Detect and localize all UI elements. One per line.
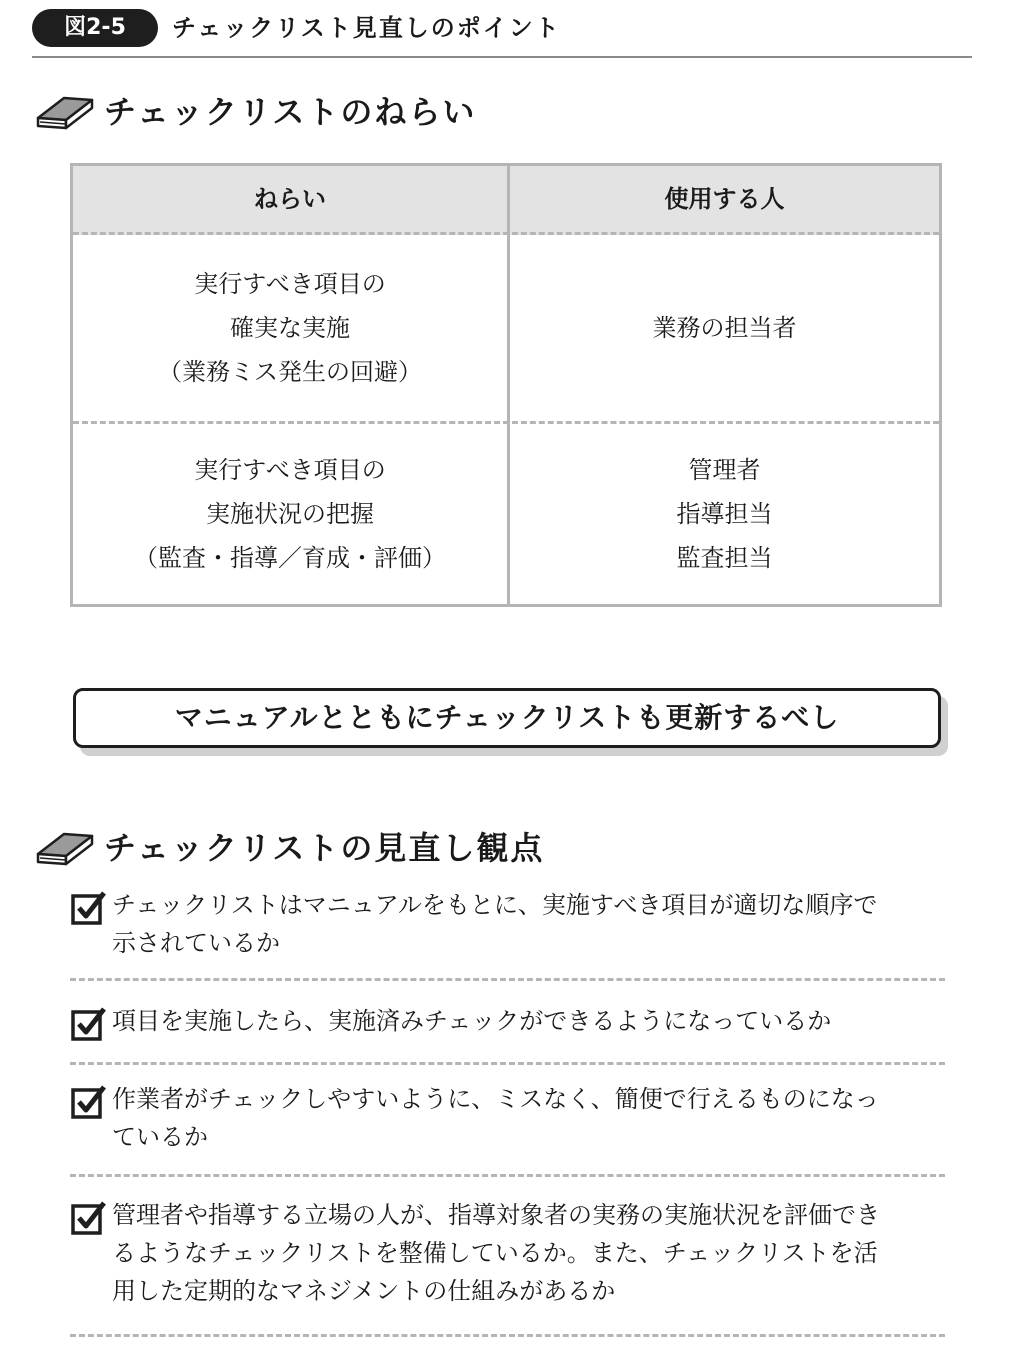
cell-users: [510, 235, 939, 421]
section-title: チェックリストの見直し観点: [104, 829, 545, 867]
text-line: 管理者や指導する立場の人が、指導対象者の実務の実施状況を評価でき: [112, 1201, 880, 1229]
aims-table: [70, 163, 942, 607]
cell-line: 実行すべき項目の: [194, 270, 386, 298]
checkbox-checked-icon: [70, 1006, 106, 1042]
figure-header: [32, 4, 972, 58]
dashed-divider: [70, 1334, 945, 1337]
cell-line: （監査・指導／育成・評価）: [134, 544, 446, 572]
table-row: [73, 235, 939, 424]
cell-aim: [73, 424, 507, 604]
text-line: 用した定期的なマネジメントの仕組みがあるか: [112, 1277, 616, 1305]
text-line: るようなチェックリストを整備しているか。また、チェックリストを活: [112, 1239, 878, 1267]
text-line: 作業者がチェックしやすいように、ミスなく、簡便で行えるものになっ: [112, 1085, 879, 1113]
cell-line: 監査担当: [676, 544, 773, 572]
cell-aim: [73, 235, 507, 421]
checklist-text: [112, 886, 962, 962]
cell-line: （業務ミス発生の回避）: [158, 358, 422, 386]
text-line: チェックリストはマニュアルをもとに、実施すべき項目が適切な順序で: [112, 891, 878, 919]
text-line: 示されているか: [112, 929, 280, 957]
cell-users: [510, 424, 939, 604]
book-icon: [34, 828, 96, 868]
book-icon: [34, 92, 96, 132]
checklist-text: [112, 1002, 962, 1040]
dashed-divider: [70, 1062, 945, 1065]
cell-line: 実行すべき項目の: [194, 456, 386, 484]
dashed-divider: [70, 978, 945, 981]
checklist-text: [112, 1080, 962, 1156]
section-title: チェックリストのねらい: [104, 93, 477, 131]
dashed-divider: [70, 1174, 945, 1177]
column-divider: [507, 166, 510, 604]
table-row: [73, 424, 939, 604]
key-message-banner: マニュアルとともにチェックリストも更新するべし: [73, 688, 941, 748]
header-users: 使用する人: [664, 185, 785, 213]
checkbox-checked-icon: [70, 1200, 106, 1236]
checklist-text: [112, 1196, 962, 1310]
cell-line: 確実な実施: [230, 314, 350, 342]
text-line: 項目を実施したら、実施済みチェックができるようになっているか: [112, 1007, 832, 1035]
header-aim: ねらい: [254, 185, 326, 213]
cell-line: 業務の担当者: [652, 314, 797, 342]
cell-line: 管理者: [688, 456, 761, 484]
checkbox-checked-icon: [70, 1084, 106, 1120]
checkbox-checked-icon: [70, 890, 106, 926]
text-line: ているか: [112, 1123, 208, 1151]
cell-line: 実施状況の把握: [206, 500, 374, 528]
figure-number-badge: 図2-5: [32, 9, 158, 47]
table-header: [73, 166, 939, 235]
figure-title: チェックリスト見直しのポイント: [172, 14, 561, 42]
cell-line: 指導担当: [676, 500, 773, 528]
